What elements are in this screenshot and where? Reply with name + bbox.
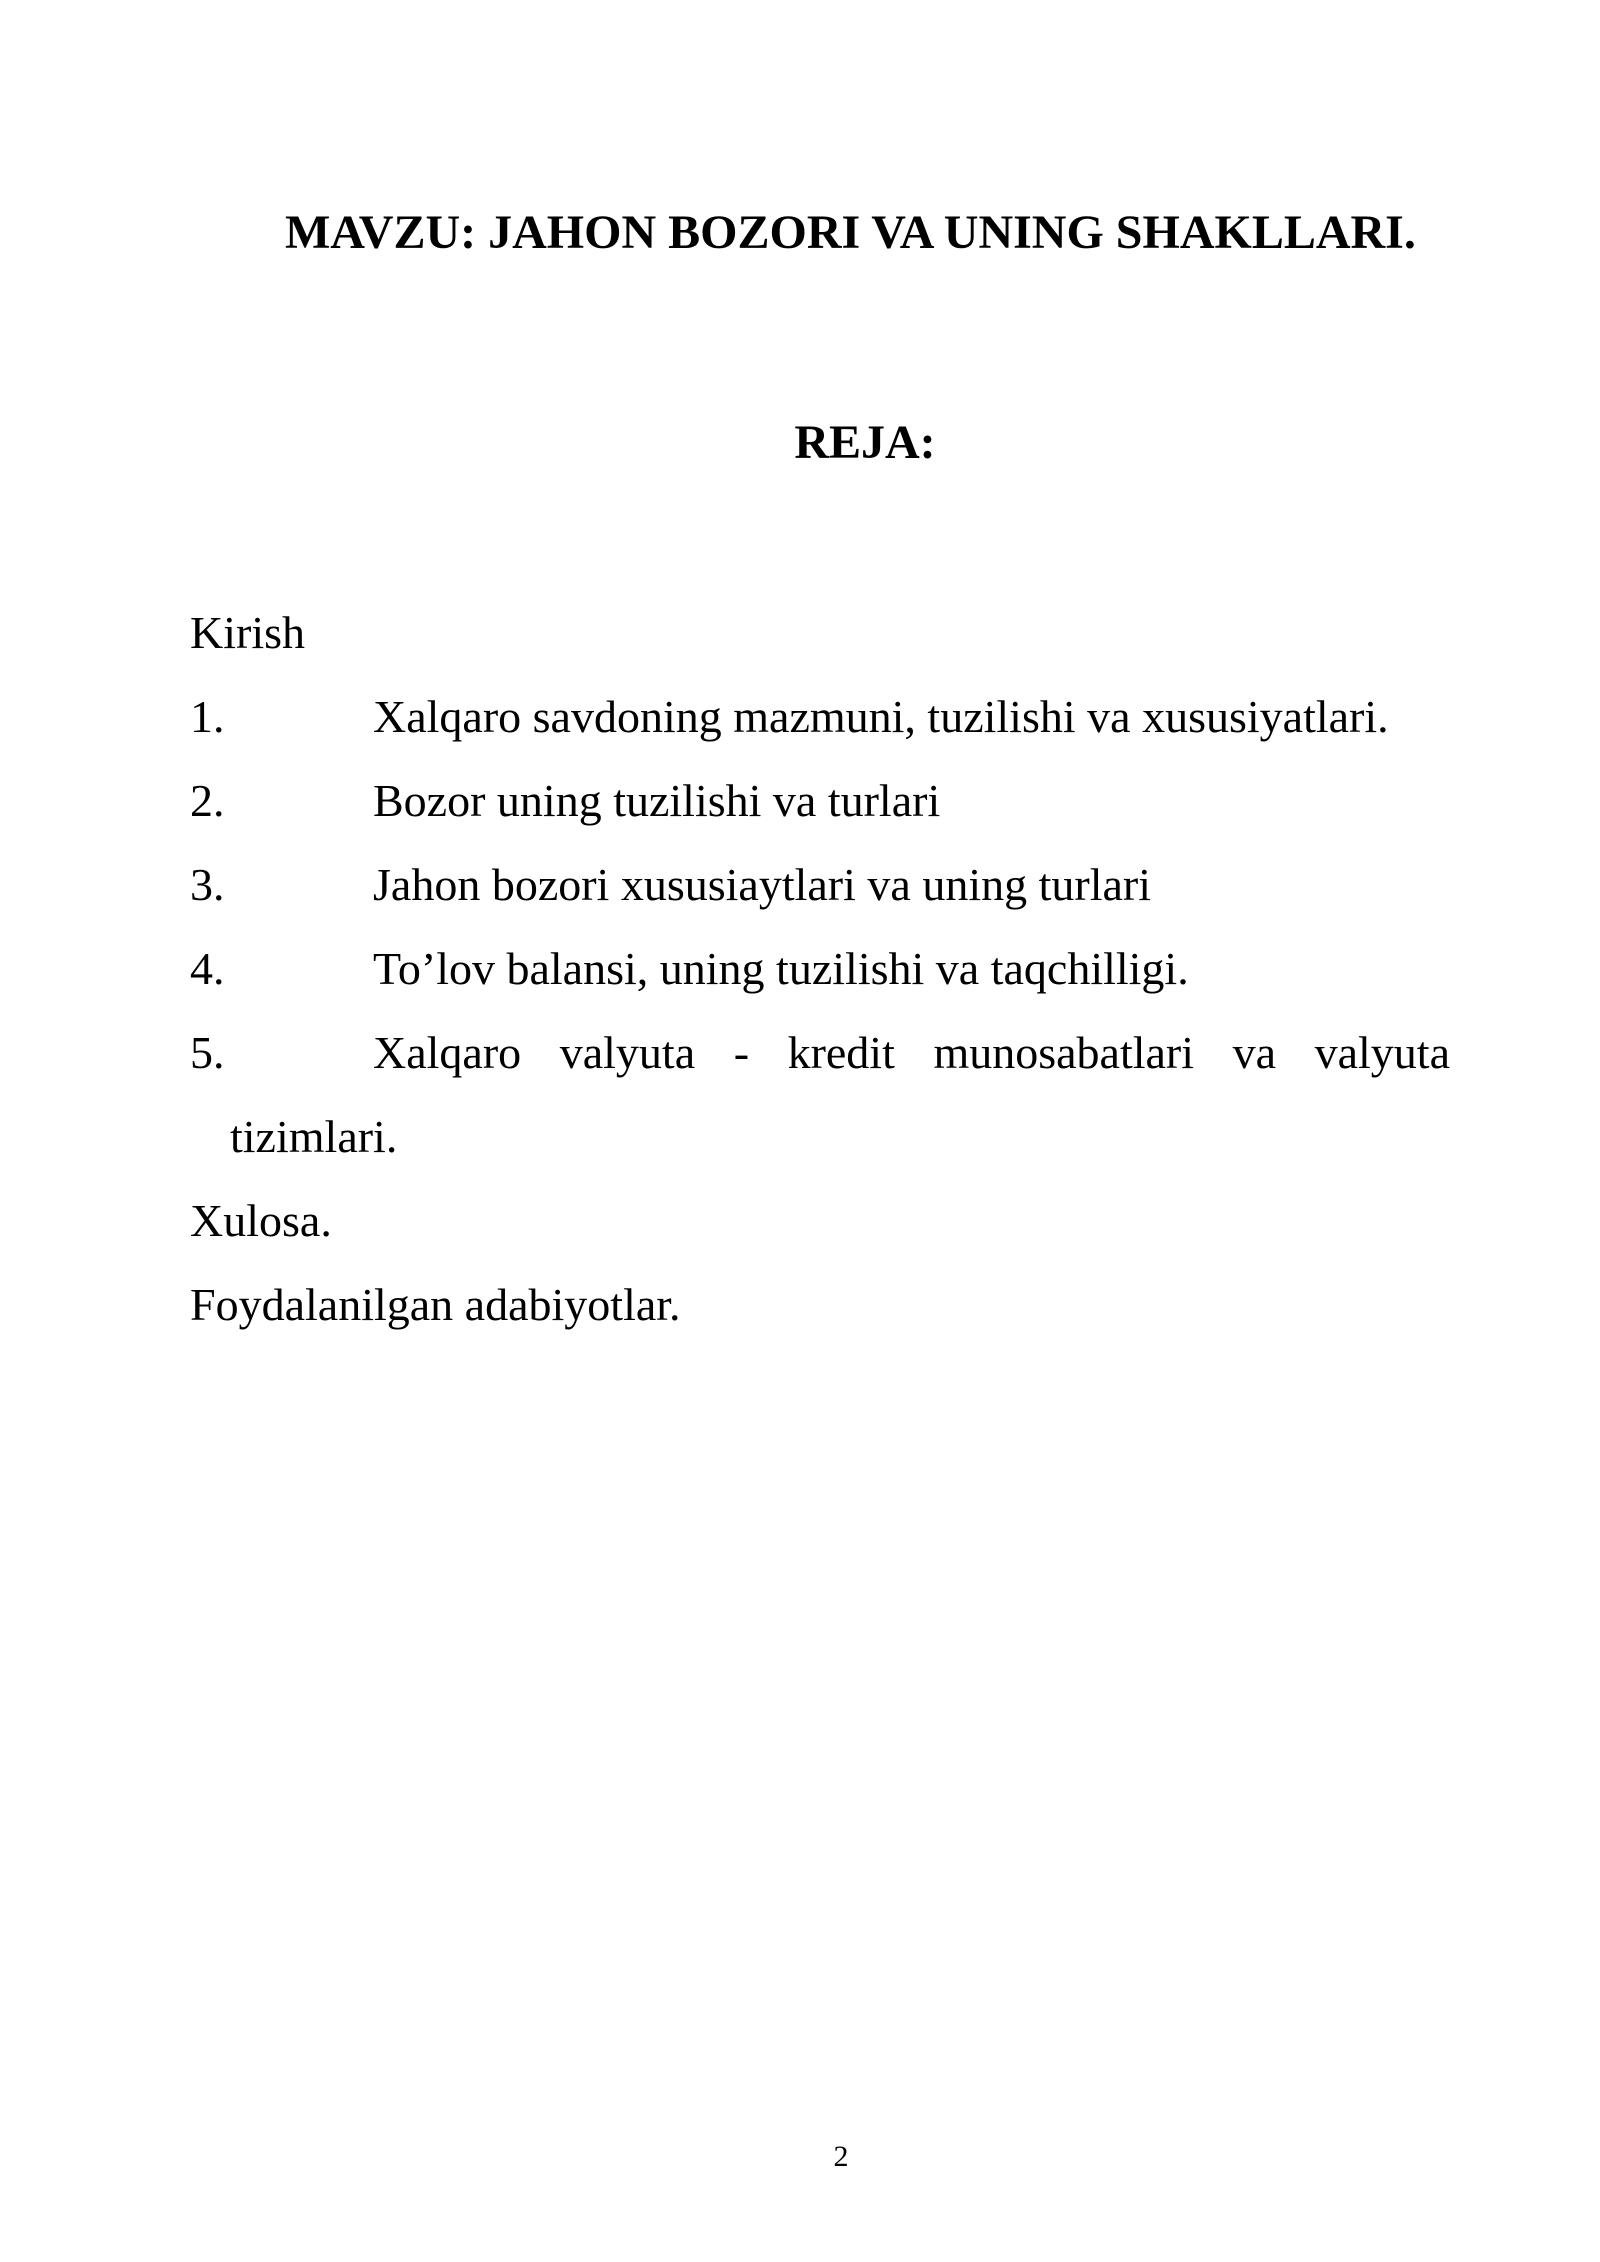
plan-intro [190, 605, 1450, 689]
plan-item-text: Jahon bozori xususiaytlari va uning turlari [373, 859, 1152, 910]
plan-item-continuation-text: tizimlari. [230, 1111, 398, 1162]
plan-conclusion [190, 1193, 1450, 1277]
plan-item-number: 1. [190, 691, 225, 742]
page-number: 2 [833, 2140, 849, 2173]
intro-text: Kirish [190, 607, 305, 658]
plan-item [190, 689, 1450, 773]
references-text: Foydalanilgan adabiyotlar. [190, 1279, 681, 1330]
conclusion-text: Xulosa. [190, 1195, 332, 1246]
plan-item [190, 1025, 1450, 1109]
plan-heading: REJA: [794, 416, 936, 469]
plan-item-number: 2. [190, 775, 225, 826]
plan-item [190, 941, 1450, 1025]
document-title: MAVZU: JAHON BOZORI VA UNING SHAKLLARI. [285, 206, 1416, 259]
plan-item [190, 773, 1450, 857]
plan-item-text: Xalqaro valyuta - kredit munosabatlari va valyuta [373, 1027, 1450, 1078]
plan-item-text: To’lov balansi, uning tuzilishi va taqchilligi. [373, 943, 1189, 994]
plan-item-continuation [190, 1109, 1450, 1193]
plan-item [190, 857, 1450, 941]
plan-item-number: 4. [190, 943, 225, 994]
plan-item-number: 5. [190, 1027, 225, 1078]
plan-item-number: 3. [190, 859, 225, 910]
plan-item-text: Bozor uning tuzilishi va turlari [373, 775, 941, 826]
plan-item-text: Xalqaro savdoning mazmuni, tuzilishi va xususiyatlari. [373, 691, 1389, 742]
plan-list [190, 605, 1450, 1361]
plan-references [190, 1277, 1450, 1361]
